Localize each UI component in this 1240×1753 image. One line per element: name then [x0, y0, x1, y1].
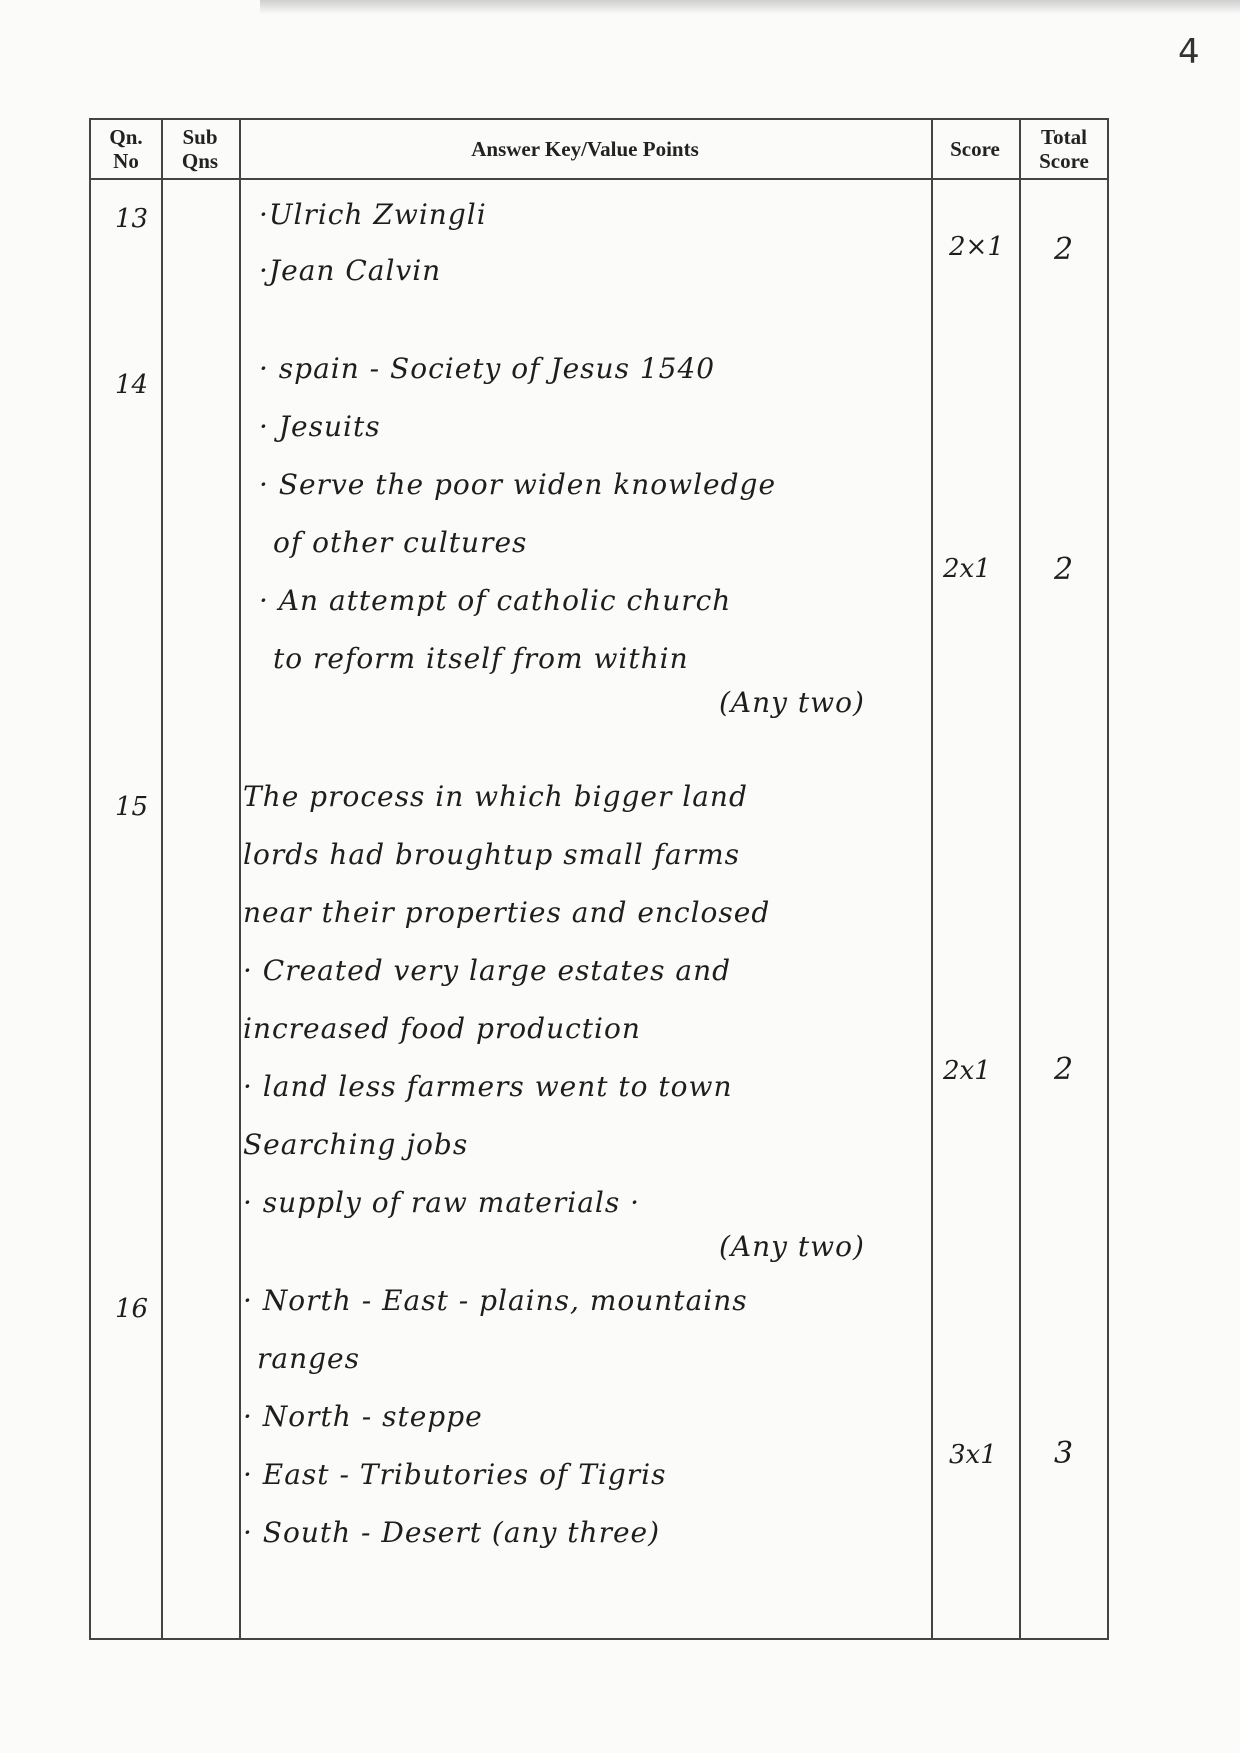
answer-line: Searching jobs	[243, 1128, 469, 1161]
header-answer-key	[239, 120, 931, 178]
answer-line: · An attempt of catholic church	[259, 584, 732, 617]
score-value: 2×1	[949, 232, 1004, 262]
column-divider	[931, 120, 933, 1638]
score-value: 3x1	[949, 1440, 997, 1470]
answer-line: · East - Tributories of Tigris	[243, 1458, 667, 1491]
header-score-label: Score	[950, 136, 1000, 161]
header-qn-line: No	[113, 149, 139, 173]
answer-line: to reform itself from within	[273, 642, 689, 675]
answer-line: ·Jean Calvin	[259, 254, 442, 287]
header-answer-key-label: Answer Key/Value Points	[471, 136, 699, 161]
question-number: 14	[115, 370, 149, 400]
table-header	[91, 120, 1107, 180]
header-total-score	[1019, 120, 1109, 178]
answer-line: · land less farmers went to town	[243, 1070, 733, 1103]
header-score	[931, 120, 1019, 178]
question-number: 15	[115, 792, 149, 822]
answer-line: lords had broughtup small farms	[243, 838, 740, 871]
answer-line: (Any two)	[719, 686, 865, 719]
question-number: 13	[115, 204, 149, 234]
answer-line: of other cultures	[273, 526, 528, 559]
answer-line: (Any two)	[719, 1230, 865, 1263]
score-value: 2x1	[943, 1056, 991, 1086]
header-sub-qns	[161, 120, 239, 178]
answer-line: The process in which bigger land	[243, 780, 748, 813]
header-qn-line: Qn.	[109, 124, 143, 149]
answer-line: · Jesuits	[259, 410, 381, 443]
total-score-value: 2	[1054, 1052, 1074, 1087]
header-total-line: Score	[1039, 149, 1089, 173]
total-score-value: 2	[1054, 552, 1074, 587]
total-score-value: 3	[1054, 1436, 1074, 1471]
column-divider	[239, 120, 241, 1638]
header-qn-no	[91, 120, 161, 178]
answer-line: · South - Desert (any three)	[243, 1516, 661, 1549]
page-number: 4	[1178, 32, 1200, 72]
answer-line: near their properties and enclosed	[243, 896, 771, 929]
column-divider	[1019, 120, 1021, 1638]
header-sub-line: Sub	[182, 124, 218, 149]
answer-line: ranges	[257, 1342, 360, 1375]
total-score-value: 2	[1054, 232, 1074, 267]
answer-line: increased food production	[243, 1012, 641, 1045]
answer-key-table	[89, 118, 1109, 1640]
answer-line: · spain - Society of Jesus 1540	[259, 352, 716, 385]
column-divider	[161, 120, 163, 1638]
answer-line: ·Ulrich Zwingli	[259, 198, 487, 231]
question-number: 16	[115, 1294, 149, 1324]
score-value: 2x1	[943, 554, 991, 584]
answer-line: · North - East - plains, mountains	[243, 1284, 748, 1317]
answer-line: · North - steppe	[243, 1400, 483, 1433]
header-total-line: Total	[1041, 124, 1087, 149]
answer-line: · Serve the poor widen knowledge	[259, 468, 777, 501]
scan-edge-shadow	[260, 0, 1240, 14]
answer-line: · supply of raw materials ·	[243, 1186, 641, 1219]
header-sub-line: Qns	[181, 149, 219, 173]
answer-line: · Created very large estates and	[243, 954, 732, 987]
